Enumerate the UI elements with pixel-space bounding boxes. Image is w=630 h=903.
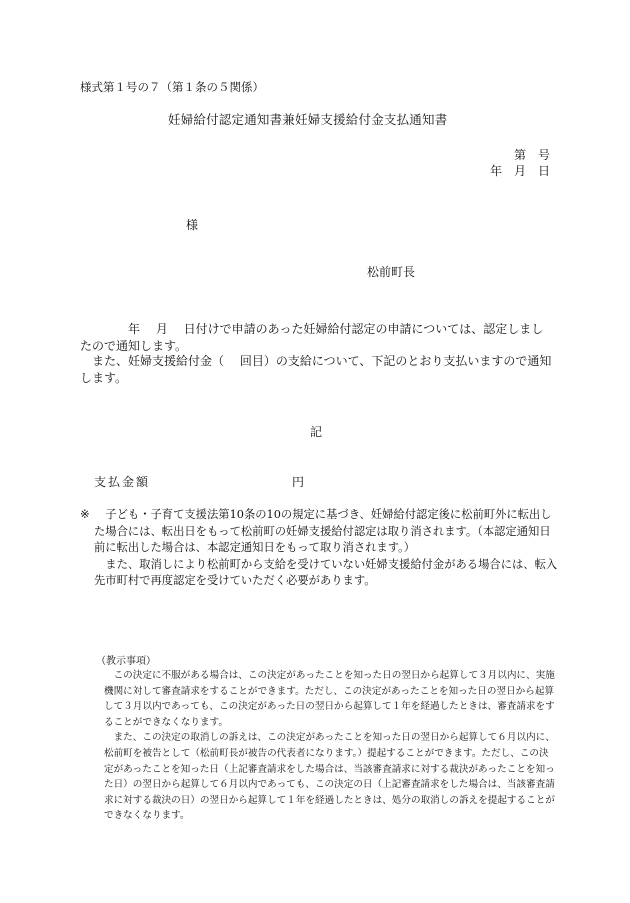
note-mark: ※ bbox=[80, 508, 90, 521]
ki-heading: 記 bbox=[310, 425, 323, 439]
instruction-text-1: この決定に不服がある場合は、この決定があったことを知った日の翌日から起算して３月以内に、実施機関に対して審査請求をすることができます。ただし、この決定があったことを知った日の翌日から起算して３月以内であっても、この決定があった日の翌日から起算して１年を経過したときは、審査請求をすることができなくなります。 bbox=[104, 670, 555, 728]
document-date: 年 月 日 bbox=[489, 164, 550, 178]
note-text-2: また、取消しにより松前町から支給を受けていない妊婦支援給付金がある場合には、転入先市町村で再度認定を受けていただく必要があります。 bbox=[94, 557, 558, 587]
addressee: 様 bbox=[186, 218, 199, 232]
transfer-note bbox=[80, 507, 558, 590]
payment-amount-unit: 円 bbox=[292, 475, 305, 489]
payment-paragraph: また、妊婦支援給付金（ 回目）の支給について、下記のとおり支払いますので通知します。 bbox=[80, 354, 552, 385]
instruction-text-2: また、この決定の取消しの訴えは、この決定があったことを知った日の翌日から起算して６月以内に、松前町を被告として（松前町長が被告の代表者になります。）提起することができます。ただし、この決定があったことを知った日（上記審査請求をした場合は、当該審査請求に対する裁決があったことを知った日）の翌日から起算して６月以内であっても、この決定の日（上記審査請求をした場合は、当該審査請求に対する裁決の日）の翌日から起算して１年を経過したときは、処分の取消しの訴えを提起することができなくなります。 bbox=[104, 732, 555, 822]
document-title: 妊婦給付認定通知書兼妊婦支援給付金支払通知書 bbox=[168, 112, 448, 127]
instruction-heading: （教示事項） bbox=[96, 656, 156, 667]
instruction-block bbox=[96, 668, 558, 824]
document-number: 第 号 bbox=[513, 148, 550, 162]
payment-amount-label: 支払金額 bbox=[94, 475, 151, 489]
certification-paragraph: 年 月 日付けで申請のあった妊婦給付認定の申請については、認定しましたので通知します。 bbox=[80, 322, 544, 353]
note-text-1: 子ども・子育て支援法第10条の10の規定に基づき、妊婦給付認定後に松前町外に転出した場合には、転出日をもって松前町の妊婦支援給付認定は取り消されます。（本認定通知日前に転出した場合は、本認定通知日をもって取り消されます。） bbox=[94, 508, 552, 554]
issuer: 松前町長 bbox=[367, 265, 416, 279]
form-number: 様式第１号の７（第１条の５関係） bbox=[80, 80, 264, 94]
